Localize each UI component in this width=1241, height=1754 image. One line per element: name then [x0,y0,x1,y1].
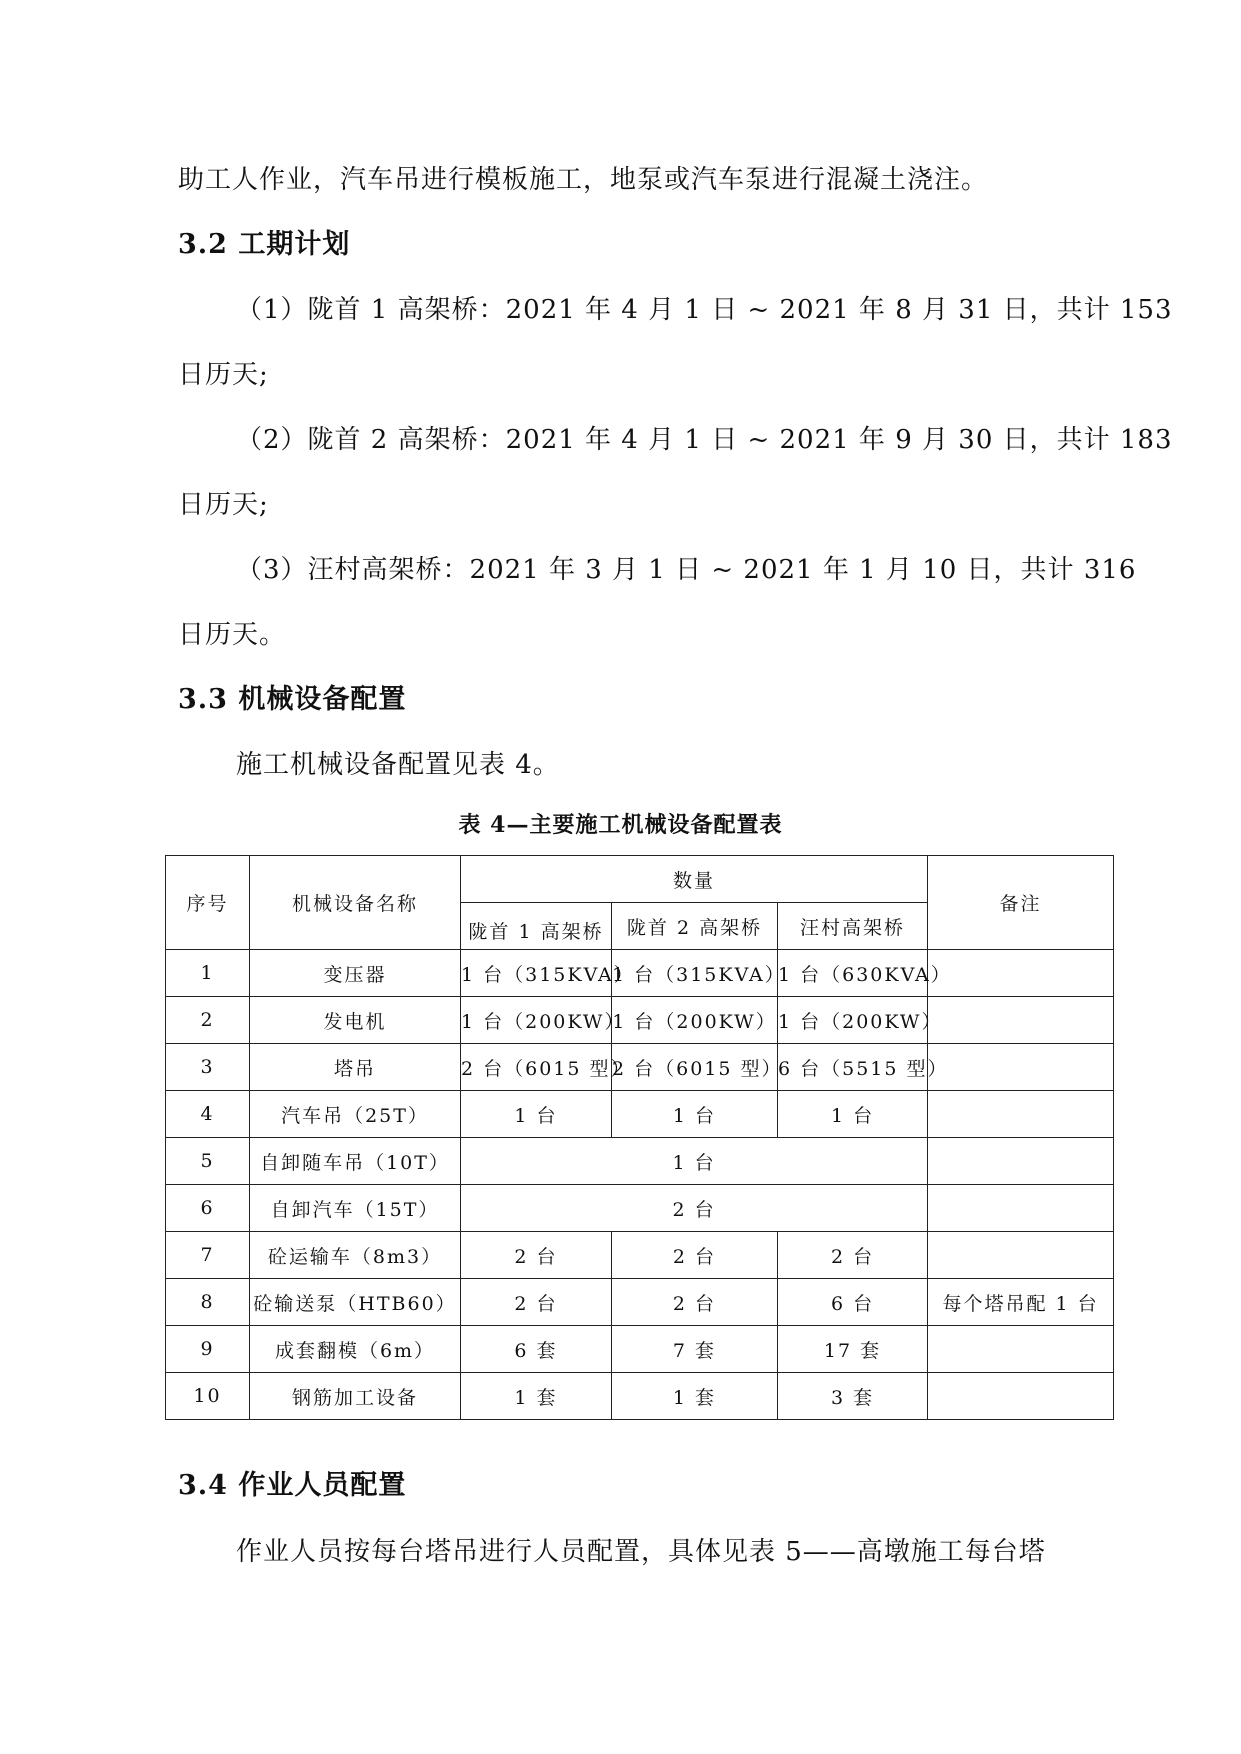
header-bridge-2: 陇首 2 高架桥 [612,903,778,950]
row-qty-bridge-2: 7 套 [612,1326,778,1373]
row-equipment-name: 钢筋加工设备 [250,1373,461,1420]
row-equipment-name: 成套翻模（6m） [250,1326,461,1373]
row-equipment-name: 发电机 [250,997,461,1044]
schedule-item-1-cont: 日历天; [178,360,269,390]
row-equipment-name: 变压器 [250,950,461,997]
row-note [928,1373,1114,1420]
table-row [166,1373,1114,1420]
row-qty-bridge-1: 1 台（315KVA） [461,950,612,997]
row-seq: 6 [166,1185,250,1232]
row-qty-bridge-3: 17 套 [778,1326,928,1373]
row-note [928,1138,1114,1185]
row-note [928,1044,1114,1091]
row-qty-bridge-3: 6 台（5515 型） [778,1044,928,1091]
row-qty-bridge-3: 1 台（630KVA） [778,950,928,997]
row-qty-bridge-1: 1 台 [461,1091,612,1138]
row-seq: 4 [166,1091,250,1138]
header-seq: 序号 [166,856,250,950]
row-qty-bridge-3: 1 台 [778,1091,928,1138]
table-header-row [166,856,1114,903]
row-seq: 8 [166,1279,250,1326]
row-qty-bridge-2: 1 套 [612,1373,778,1420]
header-quantity: 数量 [461,856,928,903]
paragraph-personnel: 作业人员按每台塔吊进行人员配置，具体见表 5——高墩施工每台塔 [236,1537,1046,1567]
table-reference-text: 施工机械设备配置见表 4。 [236,750,560,780]
table-row [166,1232,1114,1279]
row-note [928,950,1114,997]
row-qty-bridge-1: 2 台 [461,1279,612,1326]
row-seq: 3 [166,1044,250,1091]
row-note [928,1091,1114,1138]
section-heading-3-4: 3.4 作业人员配置 [178,1470,407,1501]
table-row [166,1091,1114,1138]
table-row [166,1138,1114,1185]
row-seq: 7 [166,1232,250,1279]
schedule-item-1: （1）陇首 1 高架桥：2021 年 4 月 1 日 ~ 2021 年 8 月 31 日，共计 153 [236,295,1173,325]
table-row [166,997,1114,1044]
row-qty-bridge-1: 6 套 [461,1326,612,1373]
row-seq: 2 [166,997,250,1044]
row-equipment-name: 自卸汽车（15T） [250,1185,461,1232]
row-qty-merged: 2 台 [461,1185,928,1232]
row-equipment-name: 砼运输车（8m3） [250,1232,461,1279]
row-seq: 9 [166,1326,250,1373]
schedule-item-3-cont: 日历天。 [178,620,287,650]
schedule-item-2: （2）陇首 2 高架桥：2021 年 4 月 1 日 ~ 2021 年 9 月 30 日，共计 183 [236,425,1173,455]
row-qty-bridge-1: 1 套 [461,1373,612,1420]
row-qty-bridge-1: 1 台（200KW） [461,997,612,1044]
row-note [928,1232,1114,1279]
header-note: 备注 [928,856,1114,950]
row-qty-bridge-2: 2 台 [612,1279,778,1326]
row-qty-bridge-2: 1 台（315KVA） [612,950,778,997]
equipment-table [165,855,1114,1420]
row-equipment-name: 砼输送泵（HTB60） [250,1279,461,1326]
section-heading-3-3: 3.3 机械设备配置 [178,684,407,715]
row-note [928,997,1114,1044]
table-row [166,950,1114,997]
row-seq: 10 [166,1373,250,1420]
row-qty-bridge-3: 6 台 [778,1279,928,1326]
table-row [166,1326,1114,1373]
row-seq: 1 [166,950,250,997]
table-row [166,1279,1114,1326]
row-qty-bridge-1: 2 台 [461,1232,612,1279]
row-qty-bridge-1: 2 台（6015 型） [461,1044,612,1091]
row-note [928,1326,1114,1373]
row-equipment-name: 自卸随车吊（10T） [250,1138,461,1185]
row-qty-bridge-3: 3 套 [778,1373,928,1420]
row-qty-bridge-2: 1 台 [612,1091,778,1138]
header-bridge-3: 汪村高架桥 [778,903,928,950]
row-equipment-name: 塔吊 [250,1044,461,1091]
schedule-item-3: （3）汪村高架桥：2021 年 3 月 1 日 ~ 2021 年 1 月 10 日，共计 316 [236,555,1137,585]
row-equipment-name: 汽车吊（25T） [250,1091,461,1138]
row-qty-bridge-3: 2 台 [778,1232,928,1279]
header-bridge-1: 陇首 1 高架桥 [461,903,612,950]
header-equipment-name: 机械设备名称 [250,856,461,950]
row-qty-merged: 1 台 [461,1138,928,1185]
row-seq: 5 [166,1138,250,1185]
row-qty-bridge-3: 1 台（200KW） [778,997,928,1044]
row-note: 每个塔吊配 1 台 [928,1279,1114,1326]
row-qty-bridge-2: 1 台（200KW） [612,997,778,1044]
paragraph-continuation: 助工人作业，汽车吊进行模板施工，地泵或汽车泵进行混凝土浇注。 [178,165,989,195]
row-qty-bridge-2: 2 台（6015 型） [612,1044,778,1091]
schedule-item-2-cont: 日历天; [178,490,269,520]
row-qty-bridge-2: 2 台 [612,1232,778,1279]
table-row [166,1044,1114,1091]
table-caption: 表 4—主要施工机械设备配置表 [458,812,783,838]
section-heading-3-2: 3.2 工期计划 [178,229,351,260]
table-row [166,1185,1114,1232]
row-note [928,1185,1114,1232]
